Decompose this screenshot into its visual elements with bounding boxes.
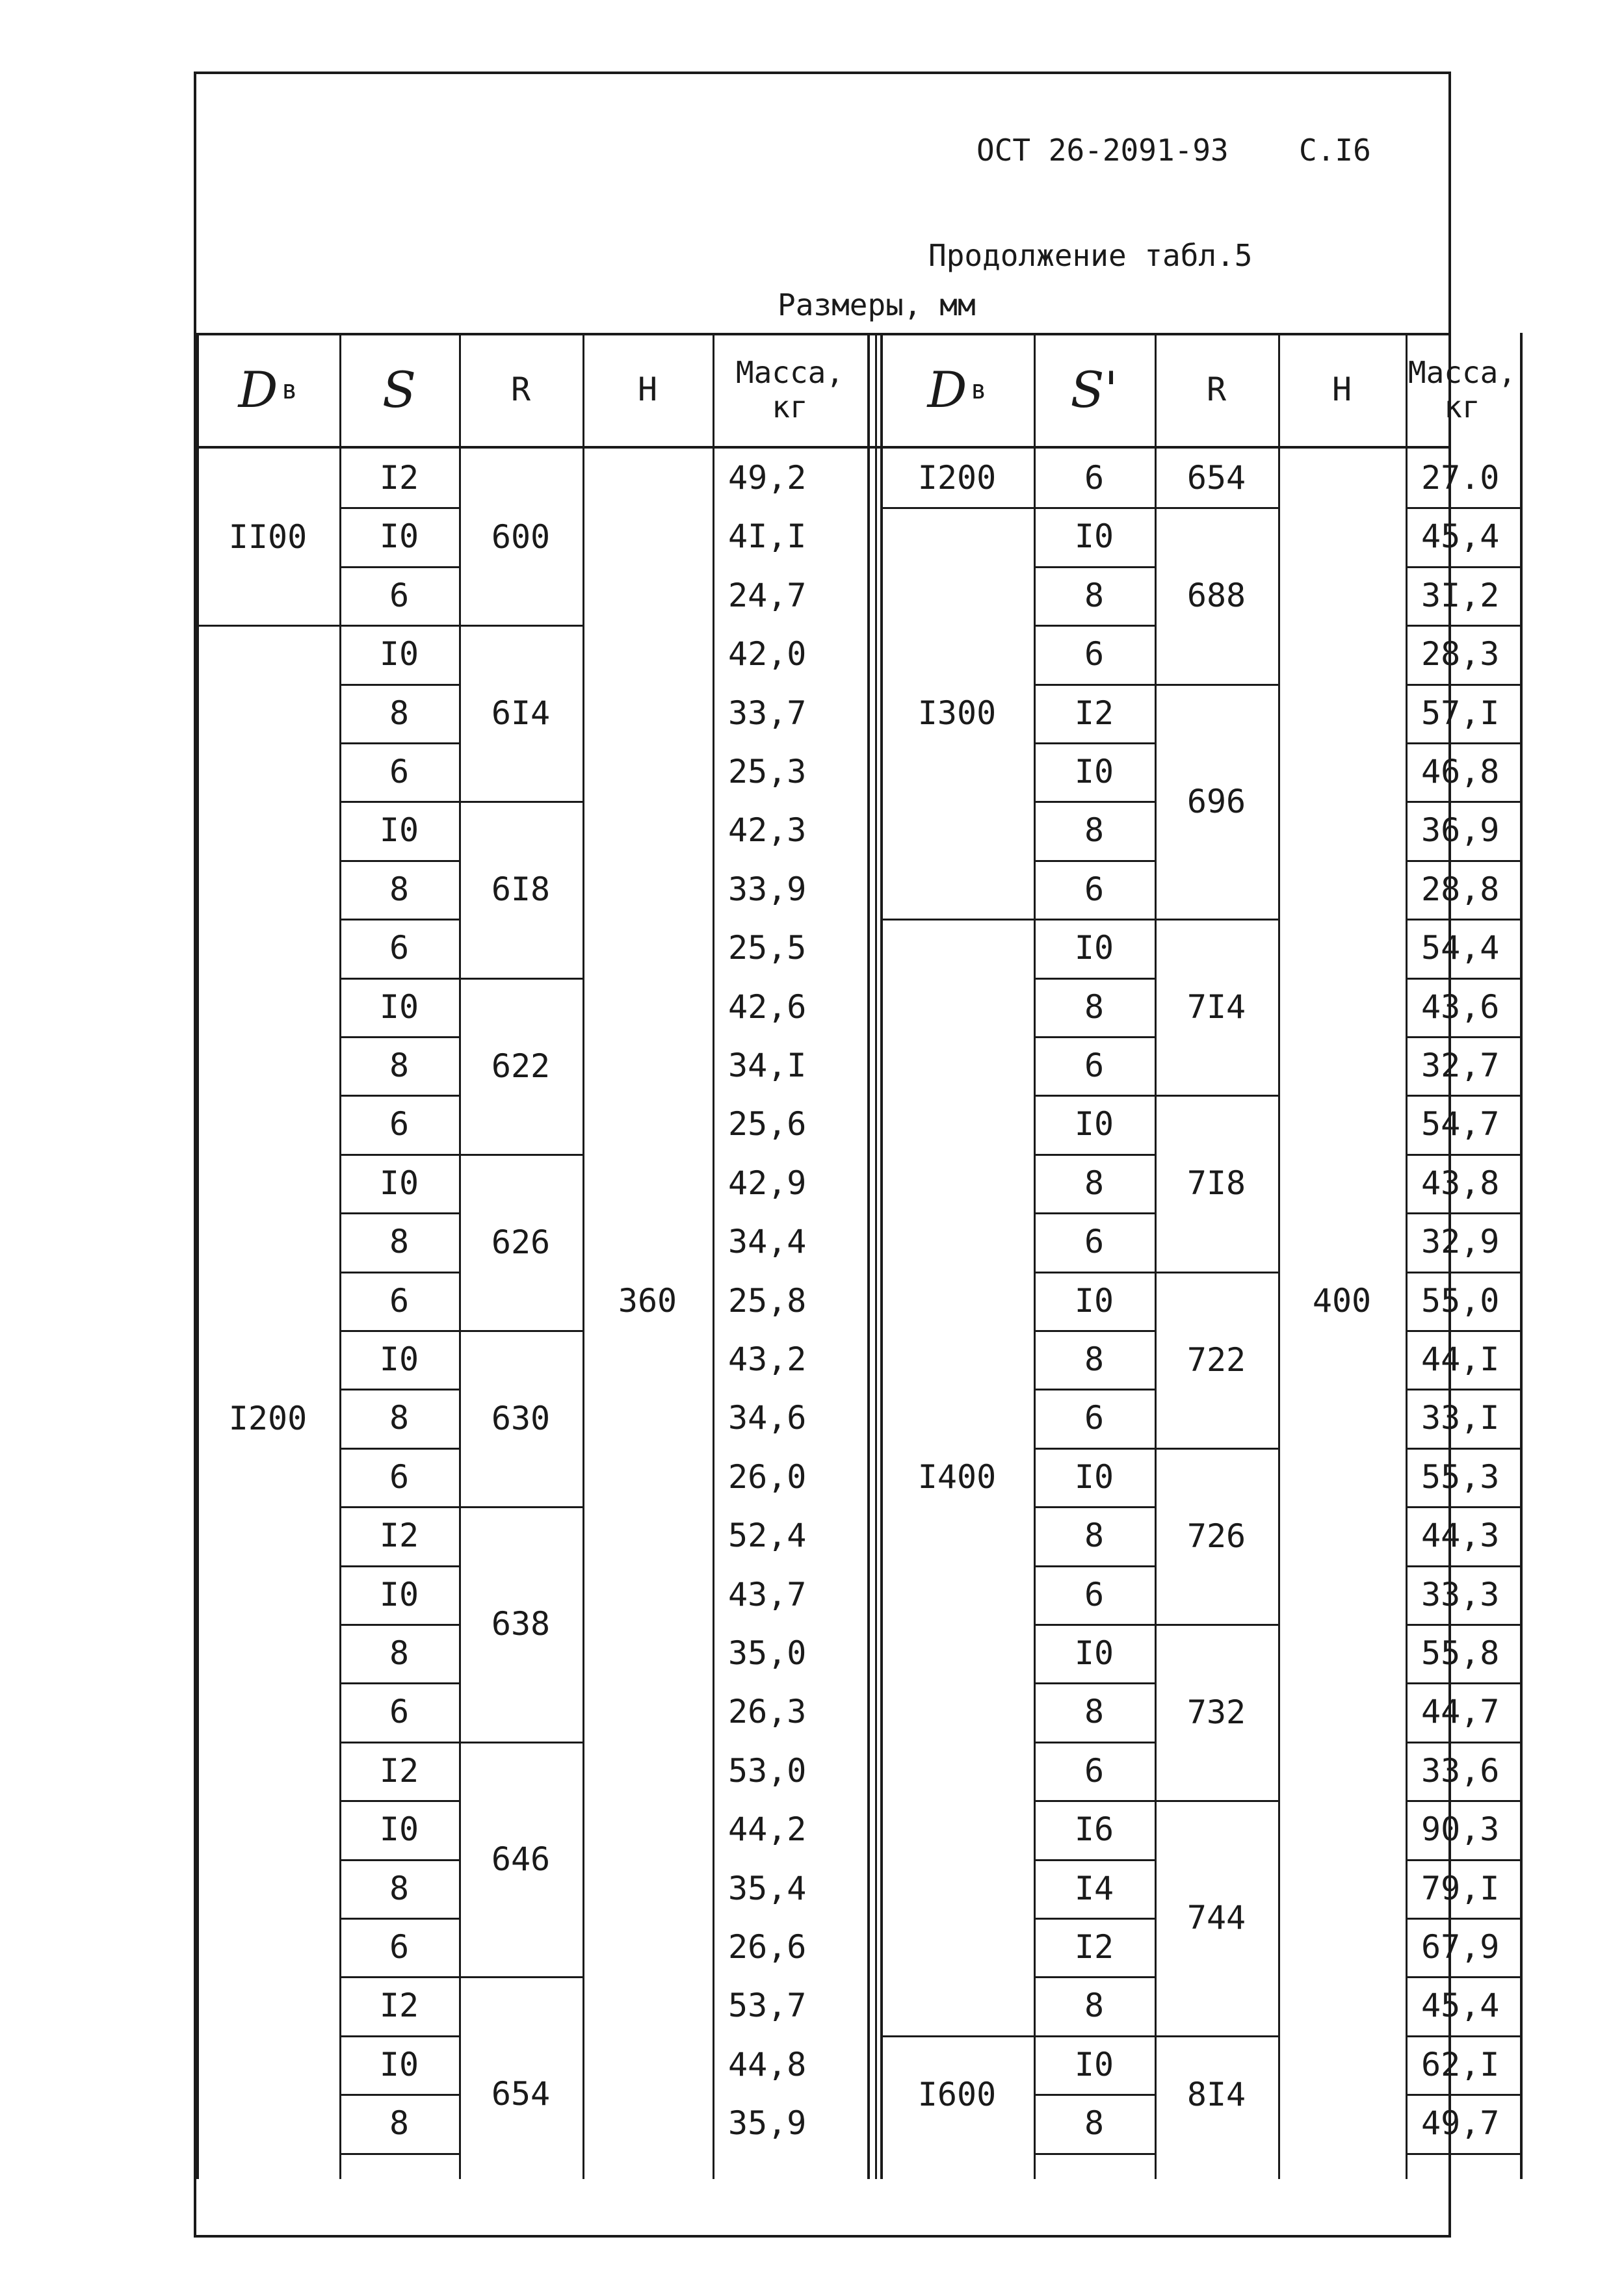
col-header-mass-right — [1406, 335, 1519, 445]
r-cell-left: 622 — [491, 1047, 551, 1085]
mass-cell-right: 32,7 — [1421, 1047, 1500, 1084]
mass-cell-right: 62,I — [1421, 2046, 1500, 2083]
s-cell-right: I0 — [1074, 1282, 1114, 1320]
rule-line — [1406, 2153, 1520, 2155]
dv-cell-right: I400 — [917, 1458, 997, 1496]
mass-cell-right: 32,9 — [1421, 1223, 1500, 1260]
rule-line — [1034, 2153, 1155, 2155]
mass-cell-left: 53,0 — [728, 1752, 807, 1790]
mass-cell-left: 4I,I — [728, 517, 807, 555]
r-cell-right: 8I4 — [1186, 2075, 1246, 2113]
s-cell-right: I2 — [1074, 1928, 1114, 1966]
mass-cell-left: 34,6 — [728, 1399, 807, 1437]
s-cell-left: 8 — [389, 1223, 410, 1260]
dv-cell-right: I300 — [917, 694, 997, 732]
r-cell-right: 744 — [1186, 1899, 1246, 1937]
r-cell-right: 7I4 — [1186, 987, 1246, 1026]
col-header-s-right — [1034, 335, 1155, 445]
col-header-r-left — [459, 335, 583, 445]
s-cell-right: 8 — [1084, 811, 1105, 849]
mass-cell-left: 42,0 — [728, 635, 807, 673]
col-header-dv-left — [196, 335, 339, 445]
s-cell-left: 6 — [389, 1693, 410, 1730]
s-cell-left: 6 — [389, 753, 410, 790]
mass-cell-left: 33,9 — [728, 870, 807, 908]
s-cell-left: I2 — [379, 1987, 419, 2024]
r-cell-right: 654 — [1186, 459, 1246, 497]
mass-cell-left: 26,3 — [728, 1693, 807, 1730]
s-cell-right: 6 — [1084, 1752, 1105, 1790]
document-code: ОСТ 26-2091-93 — [976, 133, 1229, 168]
s-cell-left: I0 — [379, 2046, 419, 2083]
mass-cell-left: 49,2 — [728, 459, 807, 497]
col-header-h-right — [1278, 335, 1406, 445]
page-number: С.I6 — [1299, 133, 1371, 168]
s-cell-left: 6 — [389, 929, 410, 967]
s-cell-right: I6 — [1074, 1810, 1114, 1848]
mass-cell-left: 43,2 — [728, 1340, 807, 1378]
s-cell-right: 6 — [1084, 1047, 1105, 1084]
s-cell-right: I0 — [1074, 929, 1114, 967]
r-cell-left: 600 — [491, 517, 551, 556]
r-cell-right: 726 — [1186, 1517, 1246, 1555]
s-cell-right: 8 — [1084, 1164, 1105, 1202]
s-cell-left: 8 — [389, 1047, 410, 1084]
mass-cell-left: 42,3 — [728, 811, 807, 849]
mass-cell-left: 34,4 — [728, 1223, 807, 1260]
s-cell-left: I0 — [379, 1810, 419, 1848]
mass-cell-right: 46,8 — [1421, 753, 1500, 790]
s-cell-right: 8 — [1084, 577, 1105, 614]
dv-cell-left: II00 — [228, 517, 308, 556]
dv-cell-right: I200 — [917, 459, 997, 497]
mass-cell-right: 44,I — [1421, 1340, 1500, 1378]
r-cell-right: 732 — [1186, 1693, 1246, 1731]
s-symbol: S — [382, 361, 417, 419]
mass-cell-right: 33,3 — [1421, 1576, 1500, 1613]
s-cell-left: I0 — [379, 1340, 419, 1378]
s-cell-left: I0 — [379, 1164, 419, 1202]
s-cell-right: I0 — [1074, 1458, 1114, 1496]
mass-cell-right: 90,3 — [1421, 1810, 1500, 1848]
mass-cell-right: 54,7 — [1421, 1105, 1500, 1143]
mass-cell-right: 45,4 — [1421, 1987, 1500, 2024]
mass-cell-right: 43,6 — [1421, 988, 1500, 1026]
col-header-r-right — [1155, 335, 1278, 445]
r-cell-left: 630 — [491, 1399, 551, 1437]
mass-cell-left: 35,4 — [728, 1870, 807, 1907]
r-cell-right: 696 — [1186, 782, 1246, 820]
mass-cell-left: 53,7 — [728, 1987, 807, 2024]
s-cell-left: 6 — [389, 1105, 410, 1143]
mass-cell-right: 36,9 — [1421, 811, 1500, 849]
col-header-h-left — [583, 335, 713, 445]
s-prime-symbol: S' — [1070, 361, 1118, 419]
dv-cell-right: I600 — [917, 2075, 997, 2113]
mass-cell-right: 67,9 — [1421, 1928, 1500, 1966]
r-label: R — [1206, 371, 1227, 409]
mass-cell-left: 52,4 — [728, 1517, 807, 1554]
mass-cell-right: 49,7 — [1421, 2104, 1500, 2142]
s-cell-right: 6 — [1084, 870, 1105, 908]
mass-cell-right: 44,7 — [1421, 1693, 1500, 1730]
h-label: H — [637, 371, 658, 409]
s-cell-left: 8 — [389, 1399, 410, 1437]
s-cell-right: 6 — [1084, 1223, 1105, 1260]
s-cell-left: I2 — [379, 1752, 419, 1790]
s-cell-left: I2 — [379, 459, 419, 497]
r-cell-right: 688 — [1186, 577, 1246, 614]
mass-cell-left: 25,5 — [728, 929, 807, 967]
h-label: H — [1331, 371, 1352, 409]
rule-line — [339, 2153, 459, 2155]
mass-cell-right: 45,4 — [1421, 517, 1500, 555]
mass-cell-right: 33,I — [1421, 1399, 1500, 1437]
s-cell-right: 8 — [1084, 1987, 1105, 2024]
col-header-mass-left — [713, 335, 867, 445]
mass-cell-right: 28,8 — [1421, 870, 1500, 908]
s-cell-right: 6 — [1084, 635, 1105, 673]
s-cell-left: 8 — [389, 2104, 410, 2142]
mass-cell-left: 25,6 — [728, 1105, 807, 1143]
mass-cell-left: 24,7 — [728, 577, 807, 614]
mass-cell-right: 55,3 — [1421, 1458, 1500, 1496]
mass-cell-left: 35,0 — [728, 1634, 807, 1672]
mass-cell-right: 43,8 — [1421, 1164, 1500, 1202]
mass-label-line1: Масса, — [735, 355, 845, 391]
h-cell-right: 400 — [1312, 1282, 1372, 1320]
s-cell-left: I0 — [379, 988, 419, 1026]
s-cell-left: 8 — [389, 870, 410, 908]
mass-cell-right: 33,6 — [1421, 1752, 1500, 1790]
table-continuation-title: Продолжение табл.5 — [928, 238, 1253, 273]
s-cell-right: I2 — [1074, 694, 1114, 732]
dv-symbol: D — [927, 361, 967, 419]
mass-cell-left: 43,7 — [728, 1576, 807, 1613]
s-cell-right: I4 — [1074, 1870, 1114, 1907]
mass-cell-right: 79,I — [1421, 1870, 1500, 1907]
s-cell-right: 8 — [1084, 988, 1105, 1026]
mass-cell-right: 54,4 — [1421, 929, 1500, 967]
mass-cell-right: 55,8 — [1421, 1634, 1500, 1672]
r-cell-left: 6I4 — [491, 694, 551, 732]
dv-cell-left: I200 — [228, 1399, 308, 1437]
s-cell-left: 6 — [389, 1928, 410, 1966]
mass-label-line1: Масса, — [1408, 355, 1517, 391]
s-cell-right: 8 — [1084, 2104, 1105, 2142]
s-cell-right: I0 — [1074, 1105, 1114, 1143]
s-cell-left: 6 — [389, 1282, 410, 1320]
s-cell-right: 8 — [1084, 1340, 1105, 1378]
s-cell-left: I0 — [379, 811, 419, 849]
s-cell-left: I2 — [379, 1517, 419, 1554]
s-cell-left: 6 — [389, 577, 410, 614]
r-cell-left: 626 — [491, 1223, 551, 1261]
mass-cell-right: 57,I — [1421, 694, 1500, 732]
mass-label-line2: кг — [1444, 389, 1480, 424]
mass-cell-right: 3I,2 — [1421, 577, 1500, 614]
mass-cell-left: 42,9 — [728, 1164, 807, 1202]
r-label: R — [510, 371, 531, 409]
col-header-s-left — [339, 335, 459, 445]
mass-cell-left: 42,6 — [728, 988, 807, 1026]
s-cell-right: I0 — [1074, 517, 1114, 555]
s-cell-left: I0 — [379, 1576, 419, 1613]
r-cell-left: 654 — [491, 2075, 551, 2113]
s-cell-left: 8 — [389, 1634, 410, 1672]
s-cell-right: 6 — [1084, 1576, 1105, 1613]
r-cell-left: 646 — [491, 1840, 551, 1878]
mass-cell-left: 26,0 — [728, 1458, 807, 1496]
s-cell-left: 6 — [389, 1458, 410, 1496]
s-cell-right: I0 — [1074, 753, 1114, 790]
mass-cell-left: 44,2 — [728, 1810, 807, 1848]
mass-cell-right: 28,3 — [1421, 635, 1500, 673]
r-cell-left: 638 — [491, 1605, 551, 1643]
units-caption: Размеры, мм — [778, 287, 976, 322]
s-cell-left: 8 — [389, 1870, 410, 1907]
s-cell-right: I0 — [1074, 1634, 1114, 1672]
mass-cell-left: 35,9 — [728, 2104, 807, 2142]
mass-cell-right: 44,3 — [1421, 1517, 1500, 1554]
mass-label-line2: кг — [772, 389, 808, 424]
s-cell-left: I0 — [379, 517, 419, 555]
s-cell-right: 8 — [1084, 1693, 1105, 1730]
s-cell-left: 8 — [389, 694, 410, 732]
mass-cell-left: 25,3 — [728, 753, 807, 790]
mass-cell-left: 25,8 — [728, 1282, 807, 1320]
s-cell-right: 8 — [1084, 1517, 1105, 1554]
s-cell-right: 6 — [1084, 1399, 1105, 1437]
mass-cell-left: 26,6 — [728, 1928, 807, 1966]
dv-subscript: в — [971, 375, 987, 405]
mass-cell-left: 33,7 — [728, 694, 807, 732]
col-header-dv-right — [880, 335, 1034, 445]
dv-subscript: в — [282, 375, 298, 405]
mass-cell-left: 44,8 — [728, 2046, 807, 2083]
dv-symbol: D — [238, 361, 278, 419]
mass-cell-right: 55,0 — [1421, 1282, 1500, 1320]
mass-cell-left: 34,I — [728, 1047, 807, 1084]
s-cell-left: I0 — [379, 635, 419, 673]
s-cell-right: 6 — [1084, 459, 1105, 497]
s-cell-right: I0 — [1074, 2046, 1114, 2083]
h-cell-left: 360 — [618, 1282, 677, 1320]
mass-cell-right: 27.0 — [1421, 459, 1500, 497]
r-cell-right: 722 — [1186, 1340, 1246, 1379]
r-cell-left: 6I8 — [491, 870, 551, 908]
r-cell-right: 7I8 — [1186, 1164, 1246, 1202]
